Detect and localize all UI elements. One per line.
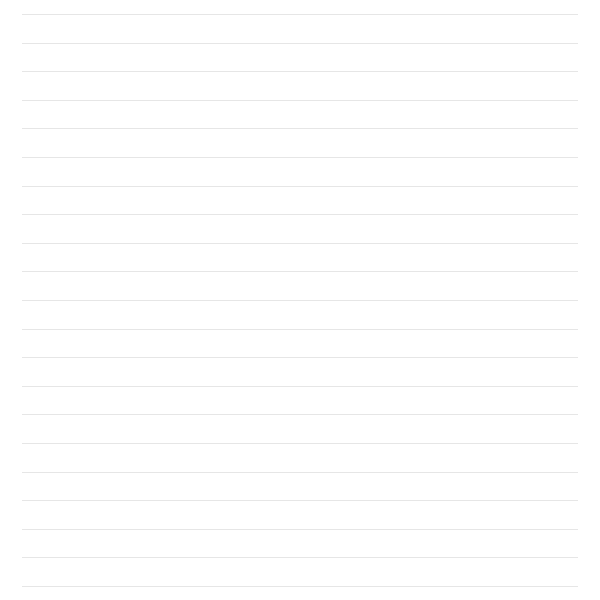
line-baseline [22,214,578,215]
line-baseline [22,414,578,415]
line-baseline [22,271,578,272]
line-baseline [22,43,578,44]
line-baseline [22,386,578,387]
text-line [22,0,578,22]
article-body [22,0,578,600]
line-baseline [22,329,578,330]
text-line [22,51,578,79]
text-line [22,452,578,480]
line-baseline [22,100,578,101]
text-line [22,566,578,594]
line-baseline [22,71,578,72]
line-baseline [22,300,578,301]
line-baseline [22,500,578,501]
line-baseline [22,529,578,530]
text-line [22,537,578,565]
text-line [22,337,578,365]
line-baseline [22,243,578,244]
text-line [22,223,578,251]
line-baseline [22,357,578,358]
line-baseline [22,443,578,444]
text-line [22,137,578,165]
text-line [22,108,578,136]
text-line [22,509,578,537]
text-line [22,280,578,308]
line-baseline [22,472,578,473]
line-baseline [22,586,578,587]
text-line [22,251,578,279]
text-line [22,423,578,451]
line-baseline [22,14,578,15]
text-line [22,309,578,337]
line-baseline [22,186,578,187]
line-baseline [22,157,578,158]
text-line [22,194,578,222]
text-line [22,366,578,394]
text-line [22,480,578,508]
line-baseline [22,128,578,129]
line-baseline [22,557,578,558]
text-line [22,166,578,194]
text-line [22,80,578,108]
text-line [22,394,578,422]
text-line [22,23,578,51]
